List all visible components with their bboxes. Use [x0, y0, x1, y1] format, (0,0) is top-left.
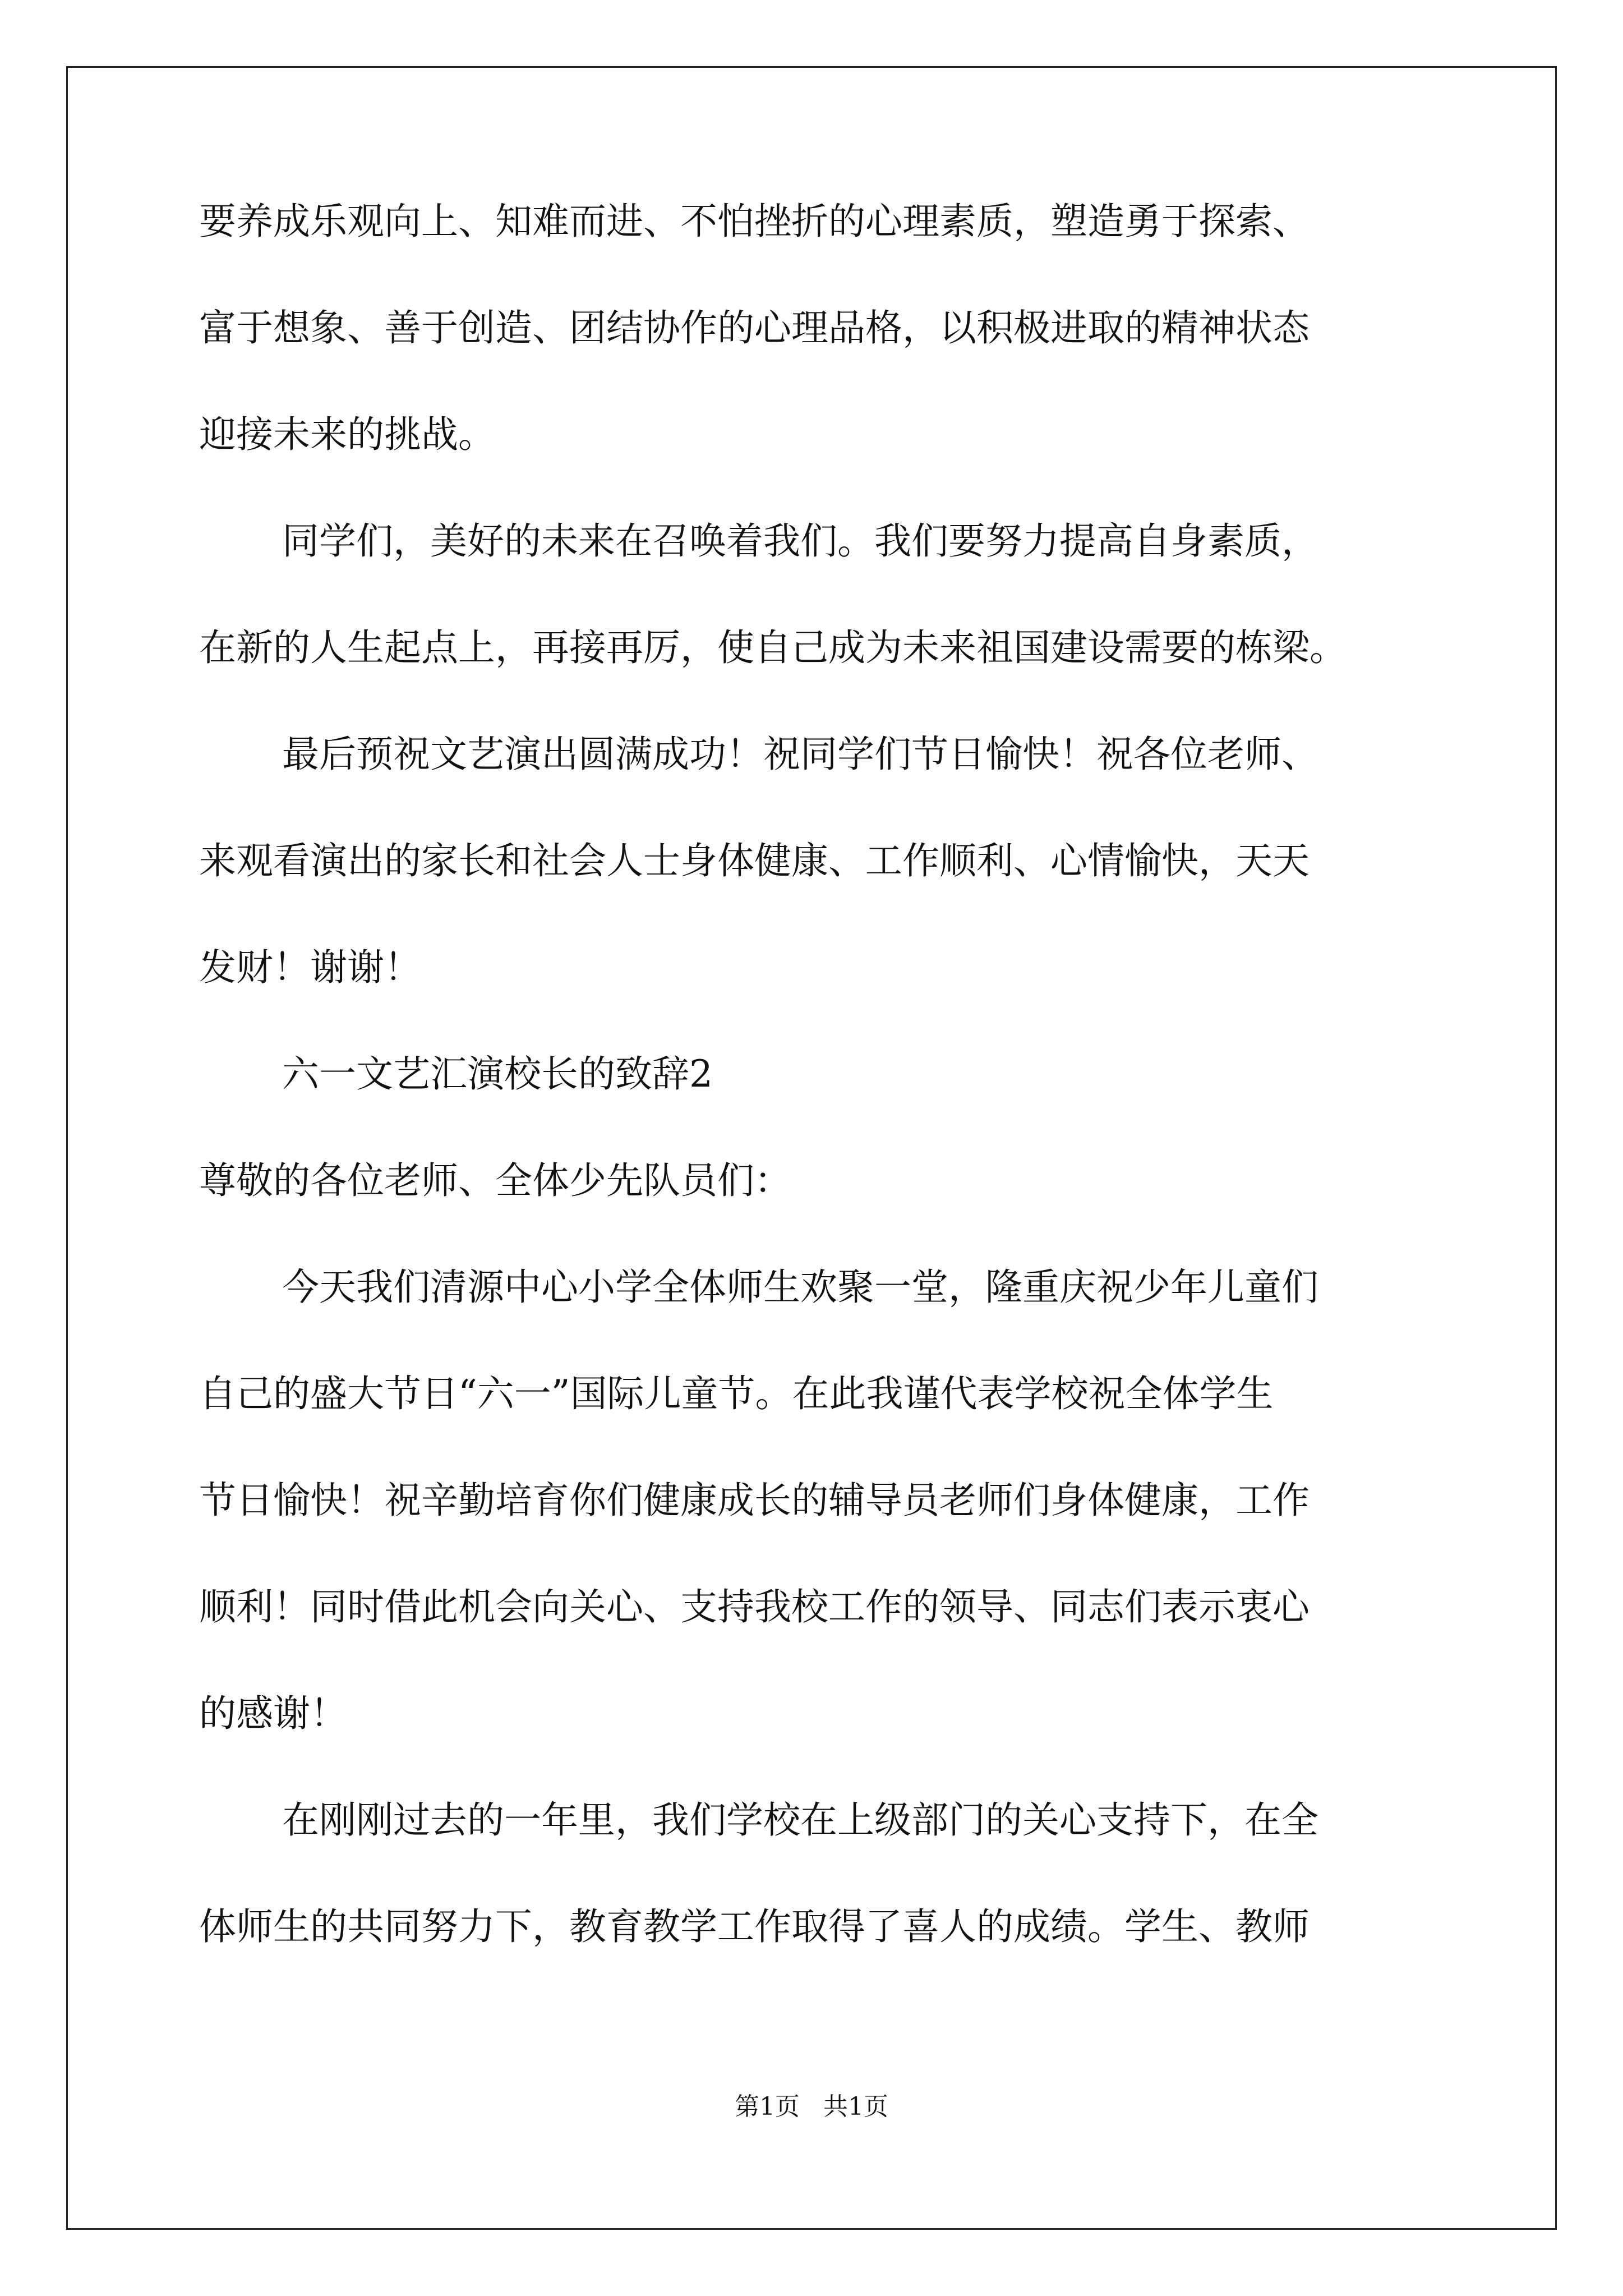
text-line: 体师生的共同努力下，教育教学工作取得了喜人的成绩。学生、教师	[199, 1905, 1310, 1948]
salutation-line: 尊敬的各位老师、全体少先队员们：	[199, 1159, 791, 1202]
text-line: 自己的盛大节日“六一”国际儿童节。在此我谨代表学校祝全体学生	[199, 1372, 1274, 1415]
text-line: 发财！谢谢！	[199, 946, 421, 989]
text-line: 在新的人生起点上，再接再厉，使自己成为未来祖国建设需要的栋梁。	[199, 626, 1347, 669]
text-line: 节日愉快！祝辛勤培育你们健康成长的辅导员老师们身体健康，工作	[199, 1479, 1310, 1522]
text-line: 顺利！同时借此机会向关心、支持我校工作的领导、同志们表示衷心	[199, 1585, 1310, 1628]
page-footer: 第1页 共1页	[735, 2092, 888, 2121]
text-line: 富于想象、善于创造、团结协作的心理品格，以积极进取的精神状态	[199, 306, 1310, 349]
paragraph-start-line: 今天我们清源中心小学全体师生欢聚一堂，隆重庆祝少年儿童们	[282, 1266, 1318, 1309]
text-line: 要养成乐观向上、知难而进、不怕挫折的心理素质，塑造勇于探索、	[199, 200, 1310, 243]
paragraph-start-line: 最后预祝文艺演出圆满成功！祝同学们节日愉快！祝各位老师、	[282, 733, 1318, 776]
text-line: 来观看演出的家长和社会人士身体健康、工作顺利、心情愉快，天天	[199, 839, 1310, 882]
paragraph-start-line: 同学们，美好的未来在召唤着我们。我们要努力提高自身素质，	[282, 519, 1318, 563]
paragraph-start-line: 在刚刚过去的一年里，我们学校在上级部门的关心支持下，在全	[282, 1798, 1318, 1842]
text-line: 的感谢！	[199, 1692, 347, 1735]
section-heading: 六一文艺汇演校长的致辞2	[282, 1052, 713, 1096]
text-line: 迎接未来的挑战。	[199, 413, 495, 456]
